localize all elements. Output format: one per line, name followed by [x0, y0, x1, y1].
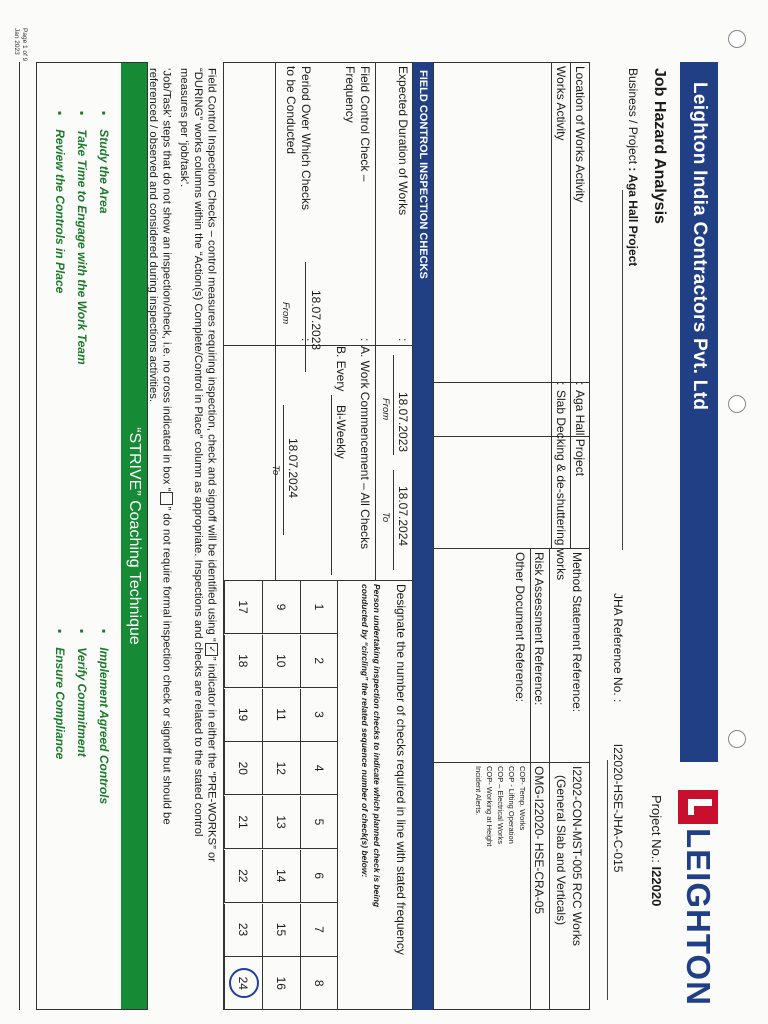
expected-duration-label: Expected Duration of Works — [396, 66, 410, 216]
colon: : — [573, 382, 587, 386]
check-number-cell[interactable] — [262, 850, 300, 903]
method-statement-label: Method Statement Reference: — [570, 552, 584, 713]
check-number: 19 — [236, 707, 251, 722]
check-number: 22 — [236, 869, 251, 883]
check-number-cell[interactable] — [224, 850, 262, 903]
check-number: 12 — [274, 761, 289, 775]
check-number-cell[interactable] — [224, 581, 262, 634]
page-number: Page 1 of 9 — [21, 28, 28, 62]
check-number: 16 — [274, 976, 289, 990]
strive-item: ▪Review the Controls in Place — [53, 111, 67, 294]
other-document-label: Other Document Reference: — [513, 552, 527, 703]
job-task-note-part: ‘Job/Task’ steps that do not show an inspection/check, i.e. no cross indicated in box “ — [160, 68, 173, 492]
other-document-item: COP- Temp. Works — [518, 766, 527, 831]
strive-item-text: Verify Commitment — [75, 647, 89, 757]
inspection-note-part: ” indicator in either the “PRE-WORKS” or — [205, 656, 218, 863]
business-project-label: Business / Project — [626, 68, 640, 165]
check-number-cell[interactable] — [300, 957, 338, 1010]
strive-item: ▪Verify Commitment — [75, 629, 89, 757]
check-number: 9 — [274, 603, 289, 611]
strive-item: ▪Study the Area — [97, 111, 111, 214]
check-number-cell[interactable] — [300, 742, 338, 795]
business-project — [626, 68, 640, 266]
colon: : — [396, 338, 410, 342]
inspection-note-line: measures per ‘job/task’. — [178, 68, 190, 188]
frequency-label-2: Frequency — [343, 66, 357, 123]
divider — [19, 62, 20, 1010]
works-activity-label: Works Activity — [554, 66, 568, 141]
check-number-cell[interactable] — [300, 635, 338, 688]
check-number: 3 — [312, 711, 327, 718]
jha-reference-value: I22020-HSE-JHA-C-015 — [611, 743, 625, 873]
check-number-cell[interactable] — [262, 904, 300, 957]
location-value: Aga Hall Project — [573, 390, 587, 477]
divider — [433, 762, 590, 763]
check-number: 18 — [236, 654, 251, 668]
strive-panel — [36, 62, 148, 1010]
check-number: 20 — [236, 761, 251, 775]
check-number: 1 — [312, 603, 327, 611]
risk-assessment-label: Risk Assessment Reference: — [532, 552, 546, 706]
document-title: Job Hazard Analysis — [651, 68, 668, 224]
divider — [331, 395, 332, 575]
check-number-cell[interactable] — [300, 689, 338, 742]
strive-item-text: Ensure Compliance — [53, 647, 67, 760]
leighton-logo — [676, 790, 720, 1006]
risk-assessment-value: OMG-I22020- HSE-CRA-05 — [532, 766, 546, 915]
strive-item-text: Study the Area — [97, 129, 111, 214]
other-document-item: COP - Lifting Operation — [507, 766, 516, 844]
divider — [530, 548, 531, 1010]
check-number-cell[interactable] — [300, 850, 338, 903]
check-number: 14 — [274, 869, 289, 883]
empty-box-icon — [160, 492, 173, 505]
job-task-note-part: ” do not require formal inspection check or signoff but should be — [160, 506, 173, 825]
divider — [570, 62, 571, 548]
company-banner: Leighton India Contractors Pvt. Ltd — [680, 62, 718, 762]
designate-note-2: conducted by “circling” the related sequence number of check(s) below: — [360, 584, 370, 878]
check-number-cell[interactable] — [262, 635, 300, 688]
check-number: 24 — [236, 976, 251, 990]
project-number-value: I22020 — [649, 866, 664, 907]
colon: : — [554, 382, 568, 386]
check-number: 21 — [236, 815, 251, 829]
check-number-cell[interactable] — [262, 796, 300, 849]
check-number: 5 — [312, 818, 327, 826]
divider — [275, 62, 276, 580]
check-number-cell[interactable] — [224, 957, 262, 1010]
footer-date: Jan 2023 — [13, 28, 20, 55]
circled-check-mark — [229, 968, 259, 998]
check-number-cell[interactable] — [224, 742, 262, 795]
divider — [549, 548, 550, 1010]
punch-hole — [728, 30, 746, 48]
project-number — [649, 795, 664, 906]
divider — [393, 355, 394, 455]
check-number-cell[interactable] — [224, 635, 262, 688]
expected-to-value: 18.07.2024 — [396, 486, 410, 547]
leighton-logo-icon — [678, 790, 718, 824]
period-from-value: 18.07.2023 — [309, 290, 323, 351]
check-number-cell[interactable] — [262, 689, 300, 742]
project-number-label: Project No.: — [649, 795, 664, 863]
check-number: 11 — [274, 708, 289, 721]
punch-hole — [728, 730, 746, 748]
check-sequence-grid — [224, 580, 338, 1011]
business-project-value: : Aga Hall Project — [626, 167, 640, 267]
strive-title: “STRIVE” Coaching Technique — [121, 63, 147, 1009]
jha-reference-label: JHA Reference No. : — [611, 593, 625, 703]
colon: : — [299, 338, 313, 342]
check-number-cell[interactable] — [300, 581, 338, 634]
check-number: 2 — [312, 657, 327, 665]
works-activity-value: Slab Decking & de-shuttering works — [554, 390, 568, 581]
check-number: 8 — [312, 979, 327, 987]
check-number: 17 — [236, 600, 251, 614]
location-label: Location of Works Activity — [573, 66, 587, 203]
period-label: Period Over Which Checks — [299, 66, 313, 211]
strive-item-text: Take Time to Engage with the Work Team — [75, 129, 89, 365]
page-footer — [12, 28, 28, 61]
designate-text: Designate the number of checks required in line with stated frequency — [394, 584, 408, 955]
period-to-label: To — [270, 465, 281, 476]
check-number: 7 — [312, 926, 327, 933]
strive-item: ▪Implement Agreed Controls — [97, 629, 111, 805]
expected-from-value: 18.07.2023 — [396, 392, 410, 453]
logo-text: LEIGHTON — [680, 828, 717, 1006]
frequency-label: Field Control Check – — [358, 66, 372, 182]
period-from-label: From — [280, 302, 291, 325]
check-number-cell[interactable] — [224, 796, 262, 849]
check-number-cell[interactable] — [224, 689, 262, 742]
check-number: 6 — [312, 872, 327, 880]
divider — [305, 262, 306, 372]
strive-item-text: Review the Controls in Place — [53, 129, 67, 294]
jha-reference — [611, 593, 625, 872]
other-document-list — [473, 766, 528, 846]
strive-item: ▪Ensure Compliance — [53, 629, 67, 760]
frequency-option-a: A. Work Commencement – All Checks — [358, 346, 372, 550]
colon: : — [358, 338, 372, 342]
job-task-note — [160, 68, 173, 825]
divider — [375, 62, 376, 580]
check-number: 10 — [274, 654, 289, 668]
divider — [551, 62, 552, 548]
divider — [283, 405, 284, 535]
punch-hole — [728, 395, 746, 413]
check-number-cell[interactable] — [224, 904, 262, 957]
other-document-item: COP- Working at Height — [485, 766, 494, 847]
frequency-option-b: B. Every — [334, 346, 348, 392]
inspection-note-line: “DURING” works columns within the “Action(s) Complete/Control in Place” column as appropriate. Inspections and checks are related to the stated control — [192, 68, 204, 837]
to-label: To — [380, 512, 391, 523]
strive-item-text: Implement Agreed Controls — [97, 647, 111, 805]
check-number-cell[interactable] — [262, 957, 300, 1010]
job-task-note-line: referenced / observed and considered during inspections activities. — [147, 68, 159, 403]
inspection-note — [205, 68, 218, 862]
check-number: 23 — [236, 922, 251, 937]
divider — [607, 760, 608, 1000]
check-number: 15 — [274, 922, 289, 937]
frequency-option-b-value: Bi-Weekly — [334, 405, 348, 459]
method-statement-value-2: (General Slab and Verticals) — [554, 775, 568, 926]
check-number-cell[interactable] — [262, 742, 300, 795]
from-label: From — [380, 398, 391, 421]
period-to-value: 18.07.2024 — [286, 438, 300, 499]
strive-item: ▪Take Time to Engage with the Work Team — [75, 111, 89, 365]
other-document-item: COP – Electrical Works — [496, 766, 505, 845]
field-control-header: FIELD CONTROL INSPECTION CHECKS — [413, 62, 433, 1010]
divider — [393, 470, 394, 570]
other-document-item: Incident Alerts. — [474, 766, 483, 816]
divider — [622, 190, 623, 550]
check-number-cell[interactable] — [262, 581, 300, 634]
inspection-note-part: Field Control Inspection Checks – control measures requiring inspection, check and signoff will be identified using “ — [205, 68, 218, 642]
designate-note: Person undertaking inspection checks to indicate which planned check is being — [372, 584, 382, 908]
check-box-icon: ✓ — [205, 643, 218, 656]
check-number-cell[interactable] — [300, 796, 338, 849]
method-statement-value: I2202-CON-MST-005 RCC Works — [570, 766, 584, 946]
period-label-2: to be Conducted — [284, 66, 298, 155]
check-number: 13 — [274, 815, 289, 829]
check-number: 4 — [312, 764, 327, 772]
check-number-cell[interactable] — [300, 904, 338, 957]
